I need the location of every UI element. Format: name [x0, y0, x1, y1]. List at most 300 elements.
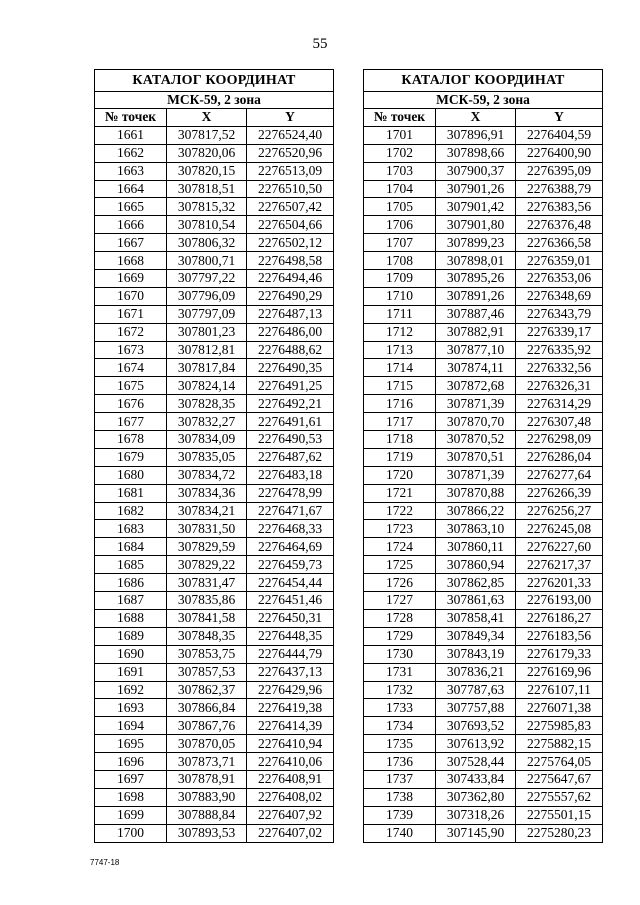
x-coordinate-cell: 307843,19: [436, 645, 516, 663]
y-coordinate-cell: 2276395,09: [516, 162, 603, 180]
y-coordinate-cell: 2276483,18: [247, 466, 334, 484]
x-coordinate-cell: 307362,80: [436, 788, 516, 806]
y-coordinate-cell: 2276183,56: [516, 627, 603, 645]
y-coordinate-cell: 2276408,02: [247, 788, 334, 806]
x-coordinate-cell: 307820,06: [167, 144, 247, 162]
y-coordinate-cell: 2276107,11: [516, 681, 603, 699]
point-number-cell: 1721: [364, 484, 436, 502]
x-coordinate-cell: 307870,51: [436, 448, 516, 466]
point-number-cell: 1693: [95, 699, 167, 717]
x-coordinate-cell: 307899,23: [436, 234, 516, 252]
table-row: [364, 234, 603, 252]
point-number-cell: 1733: [364, 699, 436, 717]
x-coordinate-cell: 307834,09: [167, 431, 247, 449]
table-row: [95, 323, 334, 341]
x-coordinate-cell: 307145,90: [436, 824, 516, 842]
y-coordinate-cell: 2276169,96: [516, 663, 603, 681]
x-coordinate-cell: 307318,26: [436, 806, 516, 824]
x-coordinate-cell: 307883,90: [167, 788, 247, 806]
table-row: [364, 341, 603, 359]
y-coordinate-cell: 2276286,04: [516, 448, 603, 466]
y-coordinate-cell: 2276343,79: [516, 305, 603, 323]
point-number-cell: 1684: [95, 538, 167, 556]
y-coordinate-cell: 2276307,48: [516, 413, 603, 431]
x-coordinate-cell: 307834,36: [167, 484, 247, 502]
y-coordinate-cell: 2276464,69: [247, 538, 334, 556]
point-number-cell: 1738: [364, 788, 436, 806]
table-row: [95, 144, 334, 162]
y-coordinate-cell: 2276498,58: [247, 252, 334, 270]
table-row: [95, 126, 334, 144]
y-coordinate-cell: 2276348,69: [516, 287, 603, 305]
x-coordinate-cell: 307901,42: [436, 198, 516, 216]
x-coordinate-cell: 307874,11: [436, 359, 516, 377]
x-coordinate-cell: 307870,70: [436, 413, 516, 431]
x-coordinate-cell: 307757,88: [436, 699, 516, 717]
point-number-cell: 1673: [95, 341, 167, 359]
x-coordinate-cell: 307817,52: [167, 126, 247, 144]
point-number-cell: 1674: [95, 359, 167, 377]
y-coordinate-cell: 2276217,37: [516, 556, 603, 574]
table-row: [364, 413, 603, 431]
y-coordinate-cell: 2276193,00: [516, 592, 603, 610]
table-row: [95, 753, 334, 771]
point-number-cell: 1737: [364, 770, 436, 788]
point-number-cell: 1722: [364, 502, 436, 520]
point-number-cell: 1725: [364, 556, 436, 574]
x-coordinate-cell: 307818,51: [167, 180, 247, 198]
point-number-cell: 1705: [364, 198, 436, 216]
x-coordinate-cell: 307824,14: [167, 377, 247, 395]
table-row: [364, 180, 603, 198]
table-row: [364, 609, 603, 627]
point-number-cell: 1710: [364, 287, 436, 305]
point-number-cell: 1699: [95, 806, 167, 824]
table-row: [364, 663, 603, 681]
table-row: [95, 824, 334, 842]
table-row: [364, 466, 603, 484]
x-coordinate-cell: 307812,81: [167, 341, 247, 359]
table-row: [95, 431, 334, 449]
table-row: [364, 592, 603, 610]
x-coordinate-cell: 307693,52: [436, 717, 516, 735]
point-number-cell: 1697: [95, 770, 167, 788]
x-coordinate-cell: 307895,26: [436, 270, 516, 288]
y-coordinate-cell: 2276490,29: [247, 287, 334, 305]
table-row: [95, 609, 334, 627]
y-coordinate-cell: 2276339,17: [516, 323, 603, 341]
point-number-cell: 1708: [364, 252, 436, 270]
x-coordinate-cell: 307841,58: [167, 609, 247, 627]
point-number-cell: 1715: [364, 377, 436, 395]
y-coordinate-cell: 2276245,08: [516, 520, 603, 538]
x-coordinate-cell: 307853,75: [167, 645, 247, 663]
y-coordinate-cell: 2275280,23: [516, 824, 603, 842]
point-number-cell: 1709: [364, 270, 436, 288]
point-number-cell: 1685: [95, 556, 167, 574]
table-row: [95, 466, 334, 484]
y-coordinate-cell: 2276388,79: [516, 180, 603, 198]
x-coordinate-cell: 307832,27: [167, 413, 247, 431]
y-coordinate-cell: 2276366,58: [516, 234, 603, 252]
x-coordinate-cell: 307866,22: [436, 502, 516, 520]
table-row: [364, 377, 603, 395]
table-row: [364, 502, 603, 520]
table-row: [95, 180, 334, 198]
y-coordinate-cell: 2276314,29: [516, 395, 603, 413]
x-coordinate-cell: 307860,94: [436, 556, 516, 574]
x-coordinate-cell: 307867,76: [167, 717, 247, 735]
x-coordinate-cell: 307613,92: [436, 735, 516, 753]
point-number-cell: 1671: [95, 305, 167, 323]
y-coordinate-cell: 2276448,35: [247, 627, 334, 645]
table-row: [95, 162, 334, 180]
x-coordinate-cell: 307896,91: [436, 126, 516, 144]
x-coordinate-cell: 307878,91: [167, 770, 247, 788]
x-coordinate-cell: 307898,01: [436, 252, 516, 270]
x-coordinate-cell: 307433,84: [436, 770, 516, 788]
point-number-cell: 1669: [95, 270, 167, 288]
table-row: [95, 395, 334, 413]
x-coordinate-cell: 307862,37: [167, 681, 247, 699]
table-row: [95, 627, 334, 645]
table-row: [364, 126, 603, 144]
x-coordinate-cell: 307787,63: [436, 681, 516, 699]
column-header-y: Y: [247, 109, 334, 127]
table-row: [95, 413, 334, 431]
point-number-cell: 1732: [364, 681, 436, 699]
y-coordinate-cell: 2276492,21: [247, 395, 334, 413]
y-coordinate-cell: 2276201,33: [516, 574, 603, 592]
y-coordinate-cell: 2276507,42: [247, 198, 334, 216]
point-number-cell: 1672: [95, 323, 167, 341]
x-coordinate-cell: 307797,22: [167, 270, 247, 288]
x-coordinate-cell: 307898,66: [436, 144, 516, 162]
x-coordinate-cell: 307834,72: [167, 466, 247, 484]
x-coordinate-cell: 307835,86: [167, 592, 247, 610]
y-coordinate-cell: 2276266,39: [516, 484, 603, 502]
y-coordinate-cell: 2276437,13: [247, 663, 334, 681]
x-coordinate-cell: 307901,26: [436, 180, 516, 198]
table-row: [95, 770, 334, 788]
y-coordinate-cell: 2275647,67: [516, 770, 603, 788]
point-number-cell: 1676: [95, 395, 167, 413]
table-row: [364, 770, 603, 788]
point-number-cell: 1723: [364, 520, 436, 538]
table-row: [95, 448, 334, 466]
y-coordinate-cell: 2276471,67: [247, 502, 334, 520]
point-number-cell: 1720: [364, 466, 436, 484]
x-coordinate-cell: 307861,63: [436, 592, 516, 610]
point-number-cell: 1718: [364, 431, 436, 449]
x-coordinate-cell: 307858,41: [436, 609, 516, 627]
table-row: [364, 556, 603, 574]
y-coordinate-cell: 2276277,64: [516, 466, 603, 484]
table-row: [95, 270, 334, 288]
table-row: [95, 520, 334, 538]
x-coordinate-cell: 307797,09: [167, 305, 247, 323]
point-number-cell: 1707: [364, 234, 436, 252]
y-coordinate-cell: 2276504,66: [247, 216, 334, 234]
x-coordinate-cell: 307871,39: [436, 466, 516, 484]
y-coordinate-cell: 2276502,12: [247, 234, 334, 252]
table-row: [364, 252, 603, 270]
x-coordinate-cell: 307900,37: [436, 162, 516, 180]
point-number-cell: 1679: [95, 448, 167, 466]
y-coordinate-cell: 2276410,94: [247, 735, 334, 753]
x-coordinate-cell: 307871,39: [436, 395, 516, 413]
y-coordinate-cell: 2275764,05: [516, 753, 603, 771]
y-coordinate-cell: 2276407,92: [247, 806, 334, 824]
point-number-cell: 1665: [95, 198, 167, 216]
column-header-x: X: [436, 109, 516, 127]
x-coordinate-cell: 307806,32: [167, 234, 247, 252]
y-coordinate-cell: 2276256,27: [516, 502, 603, 520]
y-coordinate-cell: 2276491,61: [247, 413, 334, 431]
point-number-cell: 1662: [95, 144, 167, 162]
y-coordinate-cell: 2276429,96: [247, 681, 334, 699]
y-coordinate-cell: 2276486,00: [247, 323, 334, 341]
point-number-cell: 1690: [95, 645, 167, 663]
table-row: [364, 645, 603, 663]
y-coordinate-cell: 2276071,38: [516, 699, 603, 717]
coordinate-catalog-left: [94, 69, 334, 843]
table-row: [95, 645, 334, 663]
x-coordinate-cell: 307857,53: [167, 663, 247, 681]
y-coordinate-cell: 2276376,48: [516, 216, 603, 234]
x-coordinate-cell: 307893,53: [167, 824, 247, 842]
x-coordinate-cell: 307800,71: [167, 252, 247, 270]
y-coordinate-cell: 2276494,46: [247, 270, 334, 288]
point-number-cell: 1686: [95, 574, 167, 592]
point-number-cell: 1719: [364, 448, 436, 466]
x-coordinate-cell: 307810,54: [167, 216, 247, 234]
table-row: [95, 377, 334, 395]
point-number-cell: 1695: [95, 735, 167, 753]
y-coordinate-cell: 2276468,33: [247, 520, 334, 538]
x-coordinate-cell: 307866,84: [167, 699, 247, 717]
point-number-cell: 1666: [95, 216, 167, 234]
y-coordinate-cell: 2276524,40: [247, 126, 334, 144]
point-number-cell: 1692: [95, 681, 167, 699]
y-coordinate-cell: 2276478,99: [247, 484, 334, 502]
y-coordinate-cell: 2276335,92: [516, 341, 603, 359]
x-coordinate-cell: 307835,05: [167, 448, 247, 466]
table-row: [364, 788, 603, 806]
y-coordinate-cell: 2276487,13: [247, 305, 334, 323]
x-coordinate-cell: 307887,46: [436, 305, 516, 323]
x-coordinate-cell: 307796,09: [167, 287, 247, 305]
y-coordinate-cell: 2276383,56: [516, 198, 603, 216]
y-coordinate-cell: 2276419,38: [247, 699, 334, 717]
y-coordinate-cell: 2276408,91: [247, 770, 334, 788]
y-coordinate-cell: 2276490,35: [247, 359, 334, 377]
point-number-cell: 1691: [95, 663, 167, 681]
point-number-cell: 1681: [95, 484, 167, 502]
point-number-cell: 1717: [364, 413, 436, 431]
x-coordinate-cell: 307828,35: [167, 395, 247, 413]
table-row: [95, 305, 334, 323]
point-number-cell: 1696: [95, 753, 167, 771]
point-number-cell: 1727: [364, 592, 436, 610]
y-coordinate-cell: 2276488,62: [247, 341, 334, 359]
y-coordinate-cell: 2276407,02: [247, 824, 334, 842]
y-coordinate-cell: 2276491,25: [247, 377, 334, 395]
y-coordinate-cell: 2275557,62: [516, 788, 603, 806]
y-coordinate-cell: 2276298,09: [516, 431, 603, 449]
table-row: [95, 198, 334, 216]
table-row: [95, 234, 334, 252]
column-header-x: X: [167, 109, 247, 127]
catalog-zone: МСК-59, 2 зона: [364, 92, 603, 109]
point-number-cell: 1706: [364, 216, 436, 234]
point-number-cell: 1680: [95, 466, 167, 484]
table-row: [95, 574, 334, 592]
point-number-cell: 1712: [364, 323, 436, 341]
x-coordinate-cell: 307834,21: [167, 502, 247, 520]
point-number-cell: 1677: [95, 413, 167, 431]
y-coordinate-cell: 2276459,73: [247, 556, 334, 574]
point-number-cell: 1678: [95, 431, 167, 449]
point-number-cell: 1689: [95, 627, 167, 645]
table-row: [364, 359, 603, 377]
column-header-point: № точек: [364, 109, 436, 127]
table-row: [95, 287, 334, 305]
table-row: [364, 699, 603, 717]
x-coordinate-cell: 307870,88: [436, 484, 516, 502]
table-row: [95, 681, 334, 699]
y-coordinate-cell: 2276450,31: [247, 609, 334, 627]
point-number-cell: 1726: [364, 574, 436, 592]
y-coordinate-cell: 2276513,09: [247, 162, 334, 180]
x-coordinate-cell: 307901,80: [436, 216, 516, 234]
x-coordinate-cell: 307863,10: [436, 520, 516, 538]
table-row: [364, 735, 603, 753]
point-number-cell: 1683: [95, 520, 167, 538]
point-number-cell: 1739: [364, 806, 436, 824]
point-number-cell: 1701: [364, 126, 436, 144]
point-number-cell: 1724: [364, 538, 436, 556]
table-row: [364, 484, 603, 502]
point-number-cell: 1682: [95, 502, 167, 520]
y-coordinate-cell: 2276414,39: [247, 717, 334, 735]
table-row: [95, 592, 334, 610]
point-number-cell: 1688: [95, 609, 167, 627]
table-row: [364, 395, 603, 413]
x-coordinate-cell: 307836,21: [436, 663, 516, 681]
y-coordinate-cell: 2276410,06: [247, 753, 334, 771]
x-coordinate-cell: 307872,68: [436, 377, 516, 395]
x-coordinate-cell: 307870,05: [167, 735, 247, 753]
x-coordinate-cell: 307831,47: [167, 574, 247, 592]
point-number-cell: 1740: [364, 824, 436, 842]
x-coordinate-cell: 307888,84: [167, 806, 247, 824]
document-code: 7747-18: [90, 858, 120, 867]
y-coordinate-cell: 2276332,56: [516, 359, 603, 377]
point-number-cell: 1704: [364, 180, 436, 198]
y-coordinate-cell: 2276404,59: [516, 126, 603, 144]
y-coordinate-cell: 2276454,44: [247, 574, 334, 592]
column-header-point: № точек: [95, 109, 167, 127]
table-row: [95, 216, 334, 234]
table-row: [95, 502, 334, 520]
y-coordinate-cell: 2276326,31: [516, 377, 603, 395]
x-coordinate-cell: 307817,84: [167, 359, 247, 377]
table-row: [364, 627, 603, 645]
x-coordinate-cell: 307870,52: [436, 431, 516, 449]
table-row: [95, 717, 334, 735]
table-row: [364, 681, 603, 699]
table-row: [95, 252, 334, 270]
point-number-cell: 1713: [364, 341, 436, 359]
table-row: [95, 341, 334, 359]
y-coordinate-cell: 2276510,50: [247, 180, 334, 198]
point-number-cell: 1703: [364, 162, 436, 180]
x-coordinate-cell: 307829,22: [167, 556, 247, 574]
y-coordinate-cell: 2276451,46: [247, 592, 334, 610]
coordinate-catalog-right: [363, 69, 603, 843]
catalog-title: КАТАЛОГ КООРДИНАТ: [95, 70, 334, 92]
x-coordinate-cell: 307815,32: [167, 198, 247, 216]
x-coordinate-cell: 307882,91: [436, 323, 516, 341]
table-row: [364, 431, 603, 449]
point-number-cell: 1670: [95, 287, 167, 305]
y-coordinate-cell: 2276227,60: [516, 538, 603, 556]
table-row: [95, 556, 334, 574]
table-row: [364, 824, 603, 842]
x-coordinate-cell: 307873,71: [167, 753, 247, 771]
table-row: [95, 699, 334, 717]
table-row: [95, 663, 334, 681]
y-coordinate-cell: 2276444,79: [247, 645, 334, 663]
y-coordinate-cell: 2276400,90: [516, 144, 603, 162]
catalog-zone: МСК-59, 2 зона: [95, 92, 334, 109]
catalog-body-left: [95, 126, 334, 842]
x-coordinate-cell: 307831,50: [167, 520, 247, 538]
x-coordinate-cell: 307860,11: [436, 538, 516, 556]
table-row: [364, 270, 603, 288]
table-row: [95, 538, 334, 556]
point-number-cell: 1736: [364, 753, 436, 771]
point-number-cell: 1661: [95, 126, 167, 144]
point-number-cell: 1667: [95, 234, 167, 252]
table-row: [364, 216, 603, 234]
point-number-cell: 1728: [364, 609, 436, 627]
table-row: [95, 806, 334, 824]
y-coordinate-cell: 2276186,27: [516, 609, 603, 627]
y-coordinate-cell: 2276359,01: [516, 252, 603, 270]
y-coordinate-cell: 2276490,53: [247, 431, 334, 449]
point-number-cell: 1702: [364, 144, 436, 162]
table-row: [364, 323, 603, 341]
column-header-y: Y: [516, 109, 603, 127]
y-coordinate-cell: 2275882,15: [516, 735, 603, 753]
page-number: 55: [312, 36, 328, 52]
table-row: [364, 538, 603, 556]
x-coordinate-cell: 307820,15: [167, 162, 247, 180]
x-coordinate-cell: 307862,85: [436, 574, 516, 592]
x-coordinate-cell: 307528,44: [436, 753, 516, 771]
y-coordinate-cell: 2276520,96: [247, 144, 334, 162]
point-number-cell: 1711: [364, 305, 436, 323]
point-number-cell: 1663: [95, 162, 167, 180]
y-coordinate-cell: 2276353,06: [516, 270, 603, 288]
table-row: [95, 484, 334, 502]
x-coordinate-cell: 307891,26: [436, 287, 516, 305]
y-coordinate-cell: 2275501,15: [516, 806, 603, 824]
point-number-cell: 1730: [364, 645, 436, 663]
x-coordinate-cell: 307849,34: [436, 627, 516, 645]
